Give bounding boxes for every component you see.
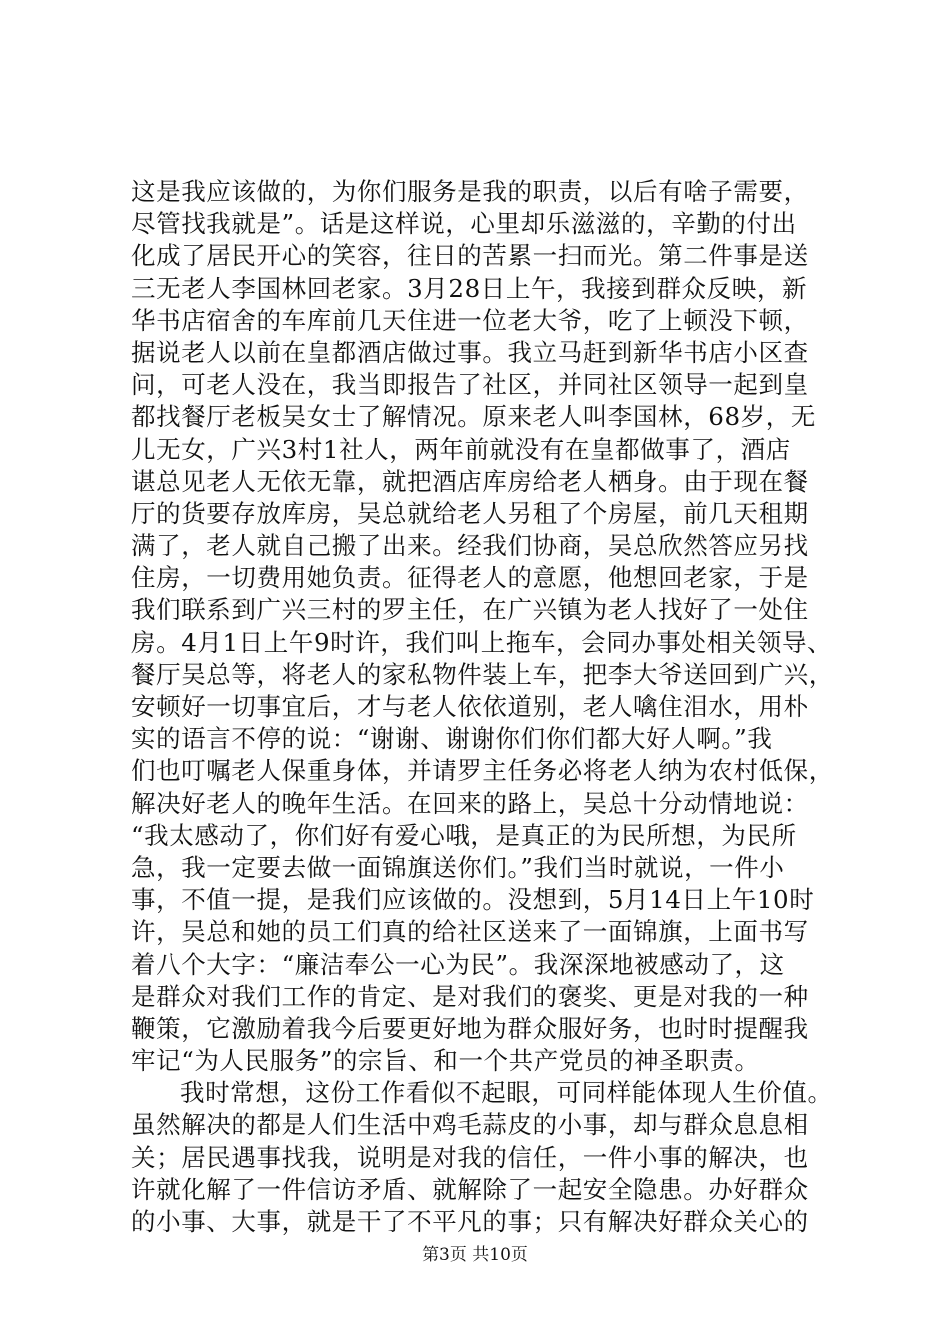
text-line: 餐厅吴总等，将老人的家私物件装上车，把李大爷送回到广兴，	[131, 659, 834, 689]
text-line: 这是我应该做的，为你们服务是我的职责，以后有啥子需要，	[131, 177, 809, 206]
text-line: 华书店宿舍的车库前几天住进一位老大爷，吃了上顿没下顿，	[131, 305, 809, 335]
text-line: 据说老人以前在皇都酒店做过事。我立马赶到新华书店小区查	[131, 337, 809, 367]
text-line: 们也叮嘱老人保重身体，并请罗主任务必将老人纳为农村低保，	[131, 756, 834, 786]
text-line: 三无老人李国林回老家。3月28日上午，我接到群众反映，新	[131, 273, 808, 303]
text-line: 满了，老人就自己搬了出来。经我们协商，吴总欣然答应另找	[131, 531, 809, 561]
text-line: 都找餐厅老板吴女士了解情况。原来老人叫李国林，68岁，无	[131, 402, 816, 432]
text-line: 着八个大字：“廉洁奉公一心为民”。我深深地被感动了，这	[131, 949, 785, 979]
text-line: 急，我一定要去做一面锦旗送你们。”我们当时就说，一件小	[131, 852, 785, 882]
text-line: 住房，一切费用她负责。征得老人的意愿，他想回老家，于是	[131, 563, 809, 593]
text-line: 牢记“为人民服务”的宗旨、和一个共产党员的神圣职责。	[131, 1046, 760, 1076]
text-line: 儿无女，广兴3村1社人，两年前就没有在皇都做事了，酒店	[131, 434, 791, 464]
paragraph-start-line: 我时常想，这份工作看似不起眼，可同样能体现人生价值。	[180, 1078, 833, 1108]
text-line: “我太感动了，你们好有爱心哦，是真正的为民所想，为民所	[131, 820, 797, 850]
text-line: 化成了居民开心的笑容，往日的苦累一扫而光。第二件事是送	[131, 241, 809, 271]
text-line: 鞭策，它激励着我今后要更好地为群众服好务，也时时提醒我	[131, 1013, 809, 1043]
text-line: 解决好老人的晚年生活。在回来的路上，吴总十分动情地说：	[131, 788, 809, 818]
text-line: 是群众对我们工作的肯定、是对我们的褒奖、更是对我的一种	[131, 981, 809, 1011]
text-line: 实的语言不停的说：“谢谢、谢谢你们你们都大好人啊。”我	[131, 724, 773, 754]
text-line: 安顿好一切事宜后，才与老人依依道别，老人噙住泪水，用朴	[131, 692, 809, 721]
text-line: 事，不值一提，是我们应该做的。没想到，5月14日上午10时	[131, 885, 815, 915]
text-line: 的小事、大事，就是干了不平凡的事；只有解决好群众关心的	[131, 1207, 809, 1236]
text-line: 尽管找我就是”。话是这样说，心里却乐滋滋的，辛勤的付出	[131, 209, 797, 239]
text-line: 谌总见老人无依无靠，就把酒店库房给老人栖身。由于现在餐	[131, 466, 809, 496]
text-line: 虽然解决的都是人们生活中鸡毛蒜皮的小事，却与群众息息相	[131, 1110, 809, 1140]
body-text	[131, 176, 851, 1238]
text-line: 房。4月1日上午9时许，我们叫上拖车，会同办事处相关领导、	[131, 627, 833, 657]
page-number-footer: 第3页 共10页	[422, 1245, 528, 1265]
text-line: 关；居民遇事找我，说明是对我的信任，一件小事的解决，也	[131, 1142, 809, 1172]
text-line: 许，吴总和她的员工们真的给社区送来了一面锦旗，上面书写	[131, 917, 809, 947]
text-line: 厅的货要存放库房，吴总就给老人另租了个房屋，前几天租期	[131, 498, 809, 528]
text-line: 许就化解了一件信访矛盾、就解除了一起安全隐患。办好群众	[131, 1174, 809, 1204]
text-line: 问，可老人没在，我当即报告了社区，并同社区领导一起到皇	[131, 370, 809, 400]
text-line: 我们联系到广兴三村的罗主任，在广兴镇为老人找好了一处住	[131, 595, 809, 625]
